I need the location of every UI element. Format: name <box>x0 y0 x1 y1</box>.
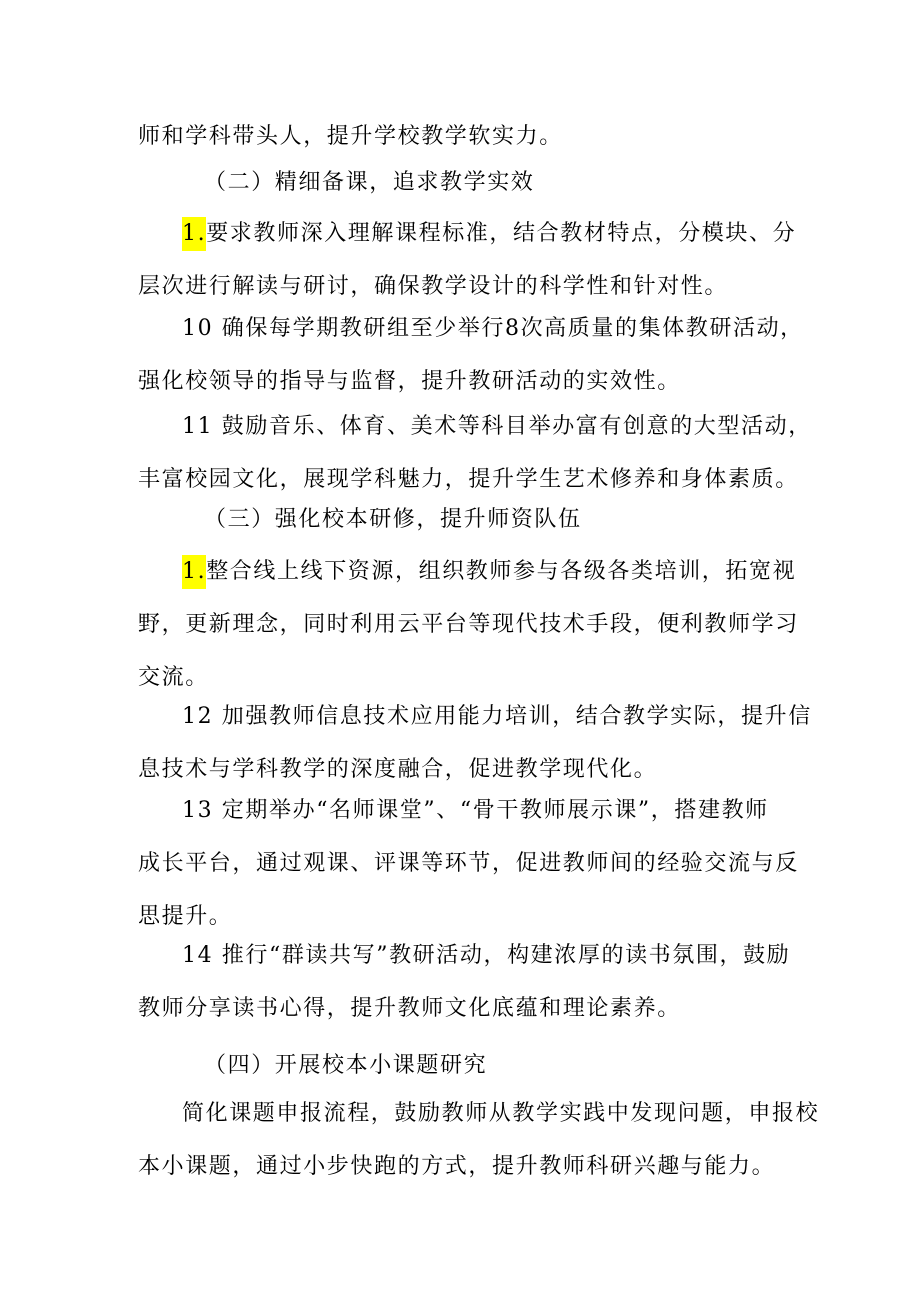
paragraph-line: 强化校领导的指导与监督，提升教研活动的实效性。 <box>138 369 681 394</box>
list-marker-highlighted: 1. <box>182 217 206 251</box>
paragraph-item <box>138 690 812 796</box>
paragraph-line <box>138 207 797 260</box>
paragraph-line: 本小课题，通过小步快跑的方式，提升教师科研兴趣与能力。 <box>138 1154 776 1179</box>
paragraph-item <box>138 929 792 1035</box>
paragraph-item <box>138 545 799 704</box>
paragraph-item <box>138 784 799 943</box>
paragraph-line: 师和学科带头人，提升学校教学软实力。 <box>138 124 563 149</box>
section-heading-3: （三）强化校本研修，提升师资队伍 <box>204 507 582 532</box>
paragraph-continuation <box>138 110 792 163</box>
paragraph-line: 11 鼓励音乐、体育、美术等科目举办富有创意的大型活动， <box>182 414 812 439</box>
paragraph-line: 简化课题申报流程，鼓励教师从教学实践中发现问题，申报校 <box>182 1101 820 1126</box>
paragraph-line: 丰富校园文化，展现学科魅力，提升学生艺术修养和身体素质。 <box>138 467 799 492</box>
paragraph-line <box>138 545 797 598</box>
paragraph-item <box>138 400 812 506</box>
paragraph-line: 思提升。 <box>138 904 233 929</box>
paragraph-line: 层次进行解读与研讨，确保教学设计的科学性和针对性。 <box>138 274 729 299</box>
paragraph-line: 成长平台，通过观课、评课等环节，促进教师间的经验交流与反 <box>138 851 799 876</box>
paragraph-line: 10 确保每学期教研组至少举行8次高质量的集体教研活动， <box>182 316 804 341</box>
paragraph-line: 息技术与学科教学的深度融合，促进教学现代化。 <box>138 757 658 782</box>
paragraph-line: 14 推行“群读共写”教研活动，构建浓厚的读书氛围，鼓励 <box>182 943 791 968</box>
paragraph-line: 野，更新理念，同时利用云平台等现代技术手段，便利教师学习 <box>138 612 799 637</box>
section-heading-4: （四）开展校本小课题研究 <box>204 1053 488 1078</box>
paragraph-item <box>138 302 804 408</box>
paragraph-text: 要求教师深入理解课程标准，结合教材特点，分模块、分 <box>206 221 797 246</box>
paragraph-text: 整合线上线下资源，组织教师参与各级各类培训，拓宽视 <box>206 559 797 584</box>
paragraph-line: 交流。 <box>138 665 209 690</box>
paragraph-line: 13 定期举办“名师课堂”、“骨干教师展示课”，搭建教师 <box>182 798 769 823</box>
paragraph-line: 12 加强教师信息技术应用能力培训，结合教学实际，提升信 <box>182 704 812 729</box>
paragraph-line: 教师分享读书心得，提升教师文化底蕴和理论素养。 <box>138 996 681 1021</box>
paragraph-item <box>138 1087 820 1193</box>
section-heading-2: （二）精细备课，追求教学实效 <box>204 170 535 195</box>
paragraph-item <box>138 207 797 313</box>
list-marker-highlighted: 1. <box>182 555 206 589</box>
